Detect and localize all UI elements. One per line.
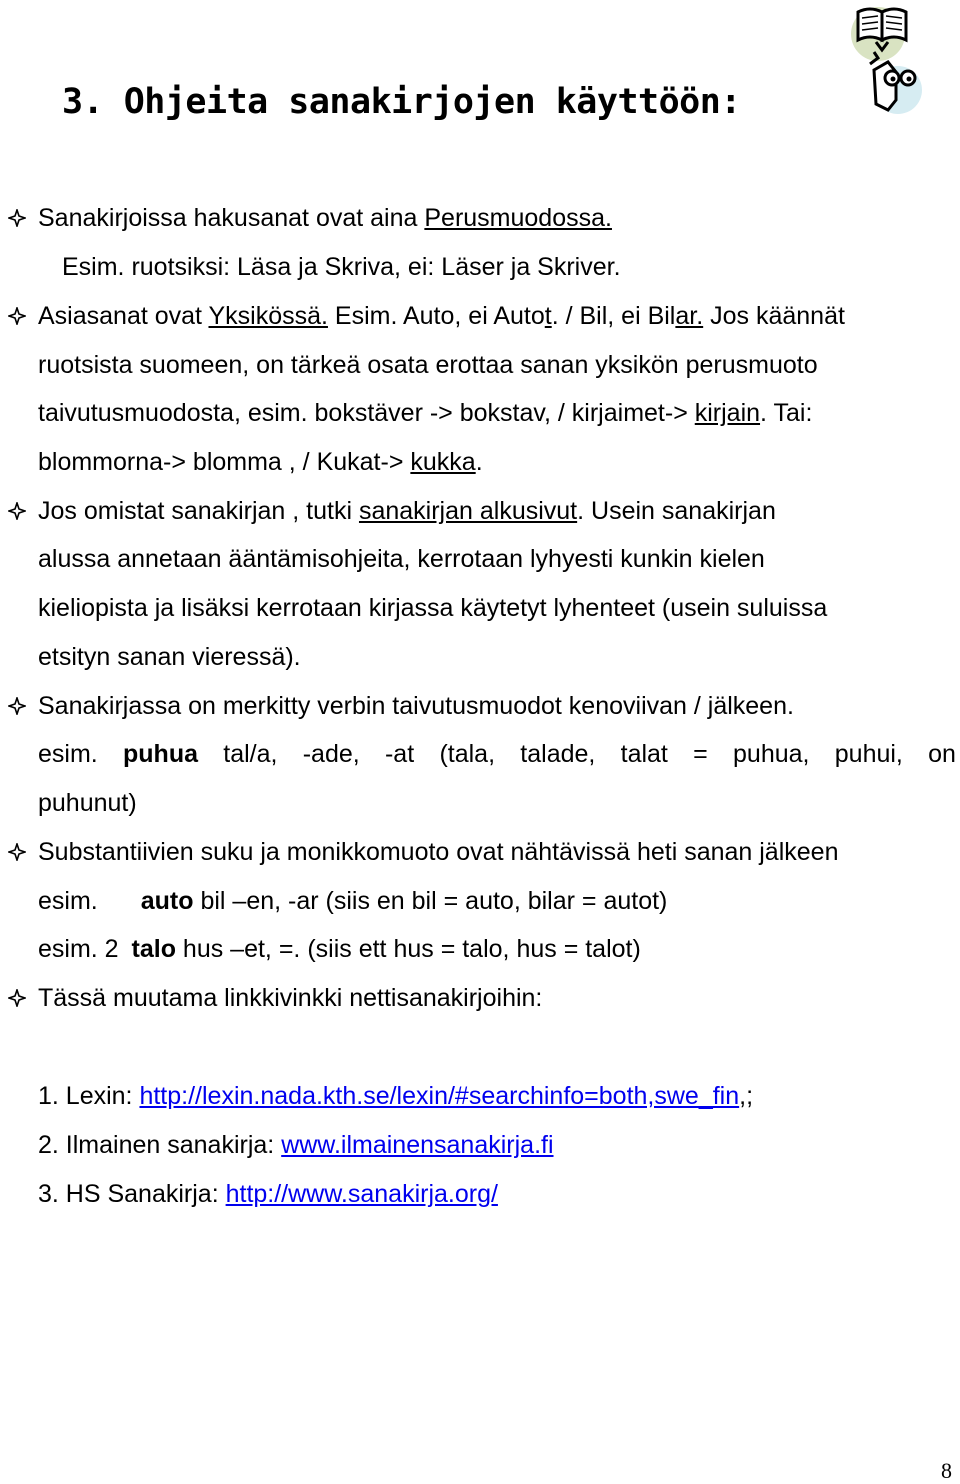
text: on	[928, 740, 956, 768]
bullet-5-example-1	[38, 886, 667, 916]
bold-term: auto	[140, 887, 194, 915]
text: -at	[384, 740, 415, 768]
underlined-term: ar.	[675, 302, 704, 330]
link-item-hs	[38, 1179, 498, 1209]
link-label: 1. Lexin:	[38, 1082, 140, 1110]
link-label: 2. Ilmainen sanakirja:	[38, 1131, 282, 1159]
ilmainen-sanakirja-link[interactable]: www.ilmainensanakirja.fi	[281, 1131, 554, 1159]
underlined-term: Yksikössä.	[208, 302, 328, 330]
diamond-bullet-icon	[8, 307, 26, 325]
text: blommorna-> blomma , / Kukat->	[38, 448, 411, 476]
bullet-4-example	[38, 739, 956, 769]
underlined-term: t	[544, 302, 552, 330]
text: Esim. Auto, ei Auto	[327, 302, 545, 330]
bullet-6-line-1: Tässä muutama linkkivinkki nettisanakirjoihin:	[38, 984, 543, 1012]
page-title: 3. Ohjeita sanakirjojen käyttöön:	[62, 82, 741, 122]
bullet-3-line-3: kieliopista ja lisäksi kerrotaan kirjassa käytetyt lyhenteet (usein suluissa	[38, 594, 828, 622]
text: ,;	[739, 1082, 754, 1110]
diamond-bullet-icon	[8, 843, 26, 861]
text: Jos käännät	[703, 302, 845, 330]
book-reader-icon	[848, 0, 928, 118]
bullet-2-line-1	[38, 301, 845, 331]
text: Jos omistat sanakirjan , tutki	[38, 497, 359, 525]
text: . / Bil, ei Bil	[551, 302, 676, 330]
text: esim.	[38, 887, 98, 915]
text: esim.	[38, 740, 98, 768]
bold-term: talo	[131, 935, 176, 963]
text: talat	[620, 740, 668, 768]
text: Sanakirjoissa hakusanat ovat aina	[38, 204, 425, 232]
text: bil –en, -ar (siis en bil = auto, bilar = autot)	[193, 887, 668, 915]
text: (tala,	[439, 740, 496, 768]
bullet-3-line-1	[38, 496, 776, 526]
diamond-bullet-icon	[8, 502, 26, 520]
text: . Tai:	[760, 399, 813, 427]
underlined-term: kukka	[410, 448, 476, 476]
diamond-bullet-icon	[8, 697, 26, 715]
lexin-link[interactable]: http://lexin.nada.kth.se/lexin/#searchinfo=both,swe_fin	[139, 1082, 740, 1110]
diamond-bullet-icon	[8, 209, 26, 227]
text: puhua,	[733, 740, 810, 768]
text: =	[693, 740, 708, 768]
bullet-3-line-4: etsityn sanan vieressä).	[38, 643, 301, 671]
bullet-3-line-2: alussa annetaan ääntämisohjeita, kerrotaan lyhyesti kunkin kielen	[38, 545, 765, 573]
underlined-term: kirjain	[694, 399, 761, 427]
bullet-1-line-1	[38, 203, 612, 233]
text: esim. 2	[38, 935, 126, 963]
bullet-2-line-4	[38, 447, 483, 477]
bullet-4-line-3: puhunut)	[38, 789, 137, 817]
bullet-4-line-1: Sanakirjassa on merkitty verbin taivutusmuodot kenoviivan / jälkeen.	[38, 692, 794, 720]
link-label: 3. HS Sanakirja:	[38, 1180, 226, 1208]
underlined-term: Perusmuodossa.	[424, 204, 612, 232]
hs-sanakirja-link[interactable]: http://www.sanakirja.org/	[225, 1180, 498, 1208]
text: hus –et, =. (siis ett hus = talo, hus = talot)	[175, 935, 641, 963]
bullet-5-line-1: Substantiivien suku ja monikkomuoto ovat nähtävissä heti sanan jälkeen	[38, 838, 839, 866]
underlined-term: sanakirjan alkusivut	[358, 497, 578, 525]
text: Asiasanat ovat	[38, 302, 209, 330]
text: taivutusmuodosta, esim. bokstäver -> bokstav, / kirjaimet->	[38, 399, 695, 427]
link-item-ilmainen	[38, 1130, 554, 1160]
text: .	[475, 448, 483, 476]
bullet-2-line-2: ruotsista suomeen, on tärkeä osata erottaa sanan yksikön perusmuoto	[38, 351, 818, 379]
text: talade,	[520, 740, 596, 768]
bullet-2-line-3	[38, 398, 812, 428]
text: puhui,	[834, 740, 903, 768]
link-item-lexin	[38, 1081, 753, 1111]
page-number: 8	[941, 1458, 952, 1483]
text: tal/a,	[223, 740, 278, 768]
bold-term: puhua	[123, 740, 198, 768]
bullet-5-example-2	[38, 934, 641, 964]
text: -ade,	[302, 740, 360, 768]
diamond-bullet-icon	[8, 989, 26, 1007]
text: . Usein sanakirjan	[577, 497, 776, 525]
bullet-1-line-2: Esim. ruotsiksi: Läsa ja Skriva, ei: Läser ja Skriver.	[62, 253, 621, 281]
